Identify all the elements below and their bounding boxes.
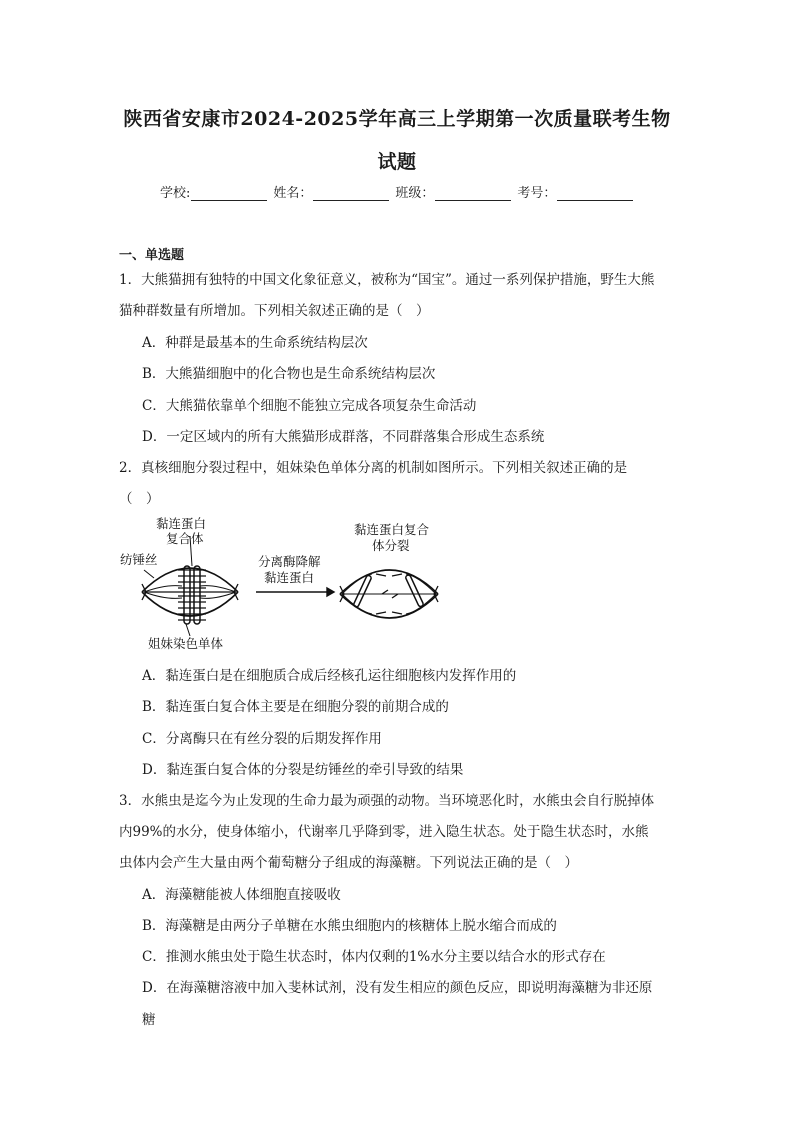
- page-title-line2: 试题: [377, 151, 417, 173]
- spindle-fiber-upper-right: [200, 586, 236, 592]
- label-sister-chromatid: 姐妹染色单体: [148, 636, 224, 651]
- question-1-stem-line1: 1．大熊猫拥有独特的中国文化象征意义，被称为“国宝”。通过一系列保护措施，野生大熊: [119, 272, 655, 288]
- exam-number-blank[interactable]: [557, 186, 633, 201]
- question-3-stem-line2: 内99%的水分，使身体缩小，代谢率几乎降到零，进入隐生状态。处于隐生状态时，水熊: [119, 824, 649, 840]
- question-1-option-a[interactable]: A．种群是最基本的生命系统结构层次: [142, 335, 368, 351]
- class-field[interactable]: [395, 182, 511, 201]
- question-3-option-d[interactable]: D．在海藻糖溶液中加入斐林试剂，没有发生相应的颜色反应，即说明海藻糖为非还原: [142, 980, 653, 996]
- label-arrow-line1: 分离酶降解: [258, 554, 321, 569]
- question-3-option-b[interactable]: B．海藻糖是由两分子单糖在水熊虫细胞内的核糖体上脱水缩合而成的: [142, 918, 557, 934]
- right-cell: [340, 570, 438, 618]
- question-3-stem-line1: 3．水熊虫是迄今为止发现的生命力最为顽强的动物。当环境恶化时，水熊虫会自行脱掉体: [119, 793, 655, 809]
- student-info-row: [160, 182, 640, 201]
- exam-number-field[interactable]: [517, 182, 633, 201]
- label-cohesin-complex-line2: 复合体: [166, 531, 204, 546]
- question-3-option-c[interactable]: C．推测水熊虫处于隐生状态时，体内仅剩的1%水分主要以结合水的形式存在: [142, 949, 606, 965]
- question-2-option-c[interactable]: C．分离酶只在有丝分裂的后期发挥作用: [142, 731, 382, 747]
- question-1-option-d[interactable]: D．一定区域内的所有大熊猫形成群落，不同群落集合形成生态系统: [142, 429, 545, 445]
- question-1-option-b[interactable]: B．大熊猫细胞中的化合物也是生命系统结构层次: [142, 366, 436, 382]
- name-field[interactable]: [273, 182, 389, 201]
- process-arrow: [256, 588, 334, 596]
- leader-line-spindle: [144, 570, 154, 578]
- question-2-option-a[interactable]: A．黏连蛋白是在细胞质合成后经核孔运往细胞核内发挥作用的: [142, 668, 517, 684]
- question-3-option-d-continued: 糖: [142, 1012, 156, 1028]
- chromatid-separation-diagram: [120, 514, 460, 654]
- cohesin-bars: [178, 570, 206, 620]
- label-spindle: 纺锤丝: [120, 552, 158, 567]
- page-title-line1: 陕西省安康市2024-2025学年高三上学期第一次质量联考生物: [123, 108, 671, 130]
- question-2-option-b[interactable]: B．黏连蛋白复合体主要是在细胞分裂的前期合成的: [142, 699, 449, 715]
- name-blank[interactable]: [313, 186, 389, 201]
- question-2-option-d[interactable]: D．黏连蛋白复合体的分裂是纺锤丝的牵引导致的结果: [142, 762, 464, 778]
- label-split-line2: 体分裂: [372, 538, 410, 553]
- left-cell: [142, 536, 238, 636]
- exam-number-label: 考号：: [517, 186, 557, 201]
- school-field[interactable]: [160, 182, 267, 201]
- name-label: 姓名：: [273, 186, 313, 201]
- right-cell-upper-outline: [340, 570, 438, 594]
- class-label: 班级：: [395, 186, 435, 201]
- chromatid-moving-left: [353, 575, 372, 608]
- class-blank[interactable]: [435, 186, 511, 201]
- spindle-fiber-lower-right: [200, 592, 236, 598]
- question-3-stem-line3: 虫体内会产生大量由两个葡萄糖分子组成的海藻糖。下列说法正确的是（ ）: [119, 855, 578, 871]
- spindle-fiber-upper-left: [144, 586, 182, 592]
- question-1-option-c[interactable]: C．大熊猫依靠单个细胞不能独立完成各项复杂生命活动: [142, 398, 477, 414]
- section-title: 一、单选题: [119, 248, 185, 263]
- school-blank[interactable]: [191, 186, 267, 201]
- label-cohesin-complex-line1: 黏连蛋白: [156, 516, 207, 531]
- question-2-stem-line2: （ ）: [119, 491, 160, 507]
- school-label: 学校:: [160, 186, 191, 201]
- right-spindle-upper-left: [342, 574, 372, 594]
- label-split-line1: 黏连蛋白复合: [354, 522, 430, 537]
- question-3-option-a[interactable]: A．海藻糖能被人体细胞直接吸收: [142, 887, 341, 903]
- leader-line-sister: [186, 624, 190, 636]
- question-2-stem-line1: 2．真核细胞分裂过程中，姐妹染色单体分离的机制如图所示。下列相关叙述正确的是: [119, 460, 628, 476]
- question-1-stem-line2: 猫种群数量有所增加。下列相关叙述正确的是（ ）: [119, 303, 430, 319]
- spindle-fiber-lower-left: [144, 592, 182, 598]
- right-spindle-lower-right: [406, 594, 436, 614]
- diagram-svg: [120, 514, 460, 654]
- label-arrow-line2: 黏连蛋白: [264, 570, 315, 585]
